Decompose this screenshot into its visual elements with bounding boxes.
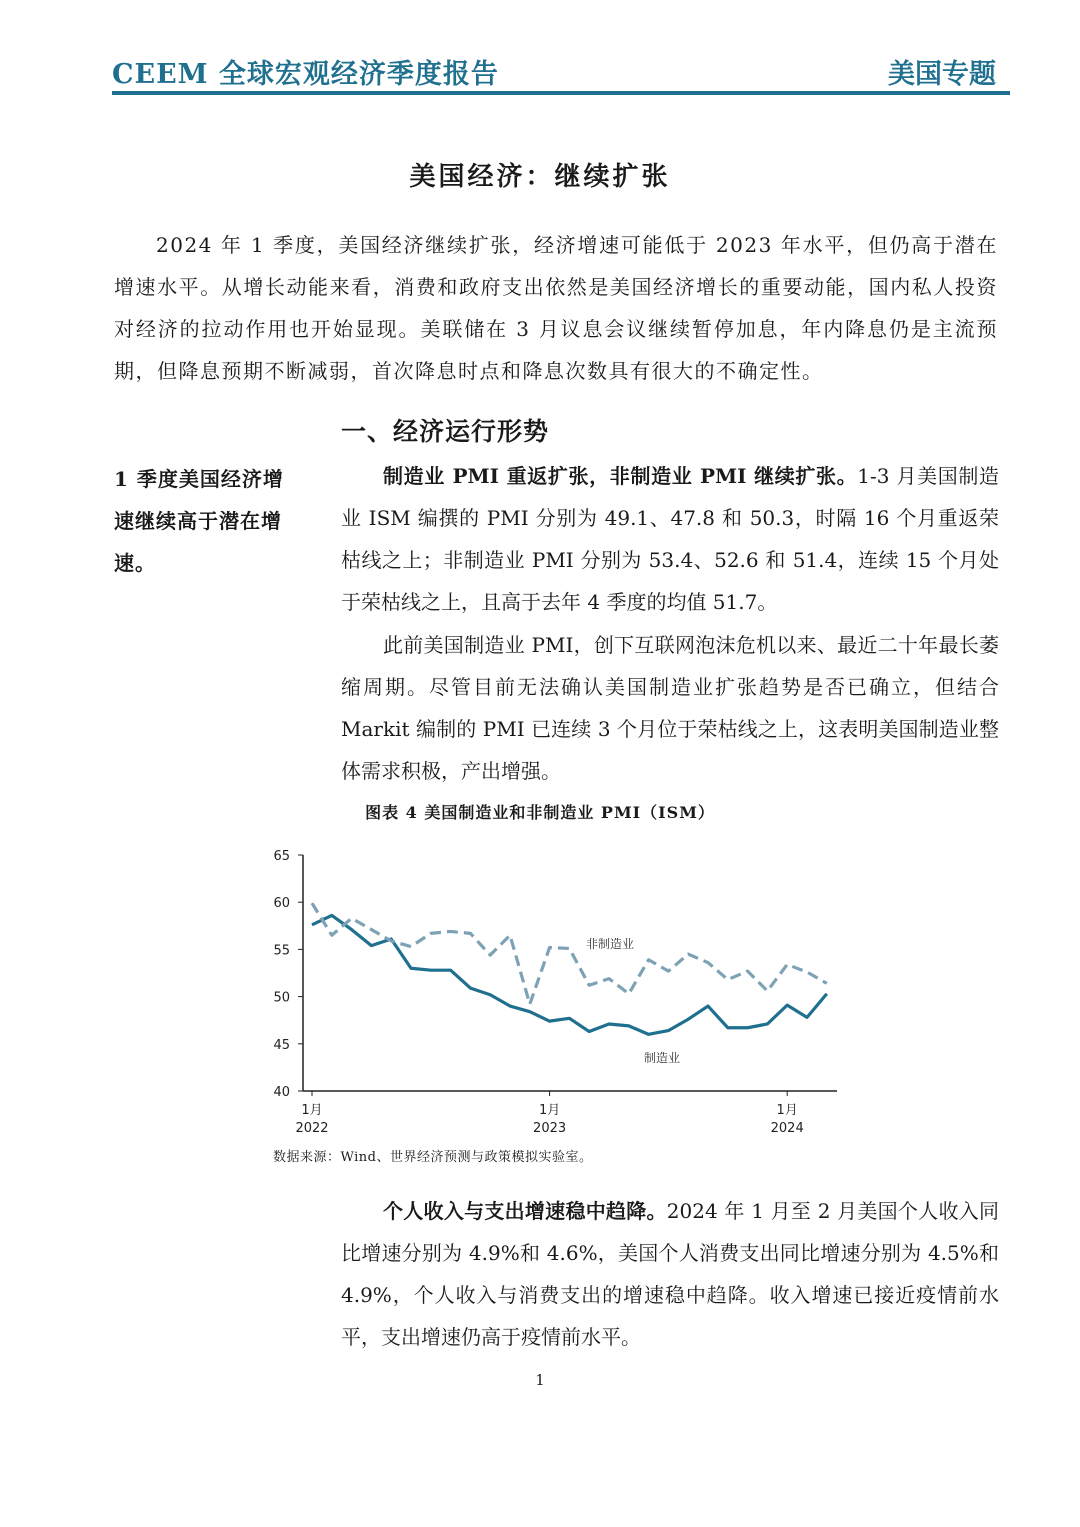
chart-axes: [303, 855, 837, 1091]
y-tick-label: 45: [273, 1037, 290, 1053]
section-heading: 一、经济运行形势: [341, 417, 550, 446]
chart-y-ticks: [273, 849, 303, 1100]
x-tick-month: 1月: [538, 1103, 561, 1118]
data-source-note: 数据来源：Wind、世界经济预测与政策模拟实验室。: [273, 1150, 593, 1165]
x-tick-year: 2023: [533, 1121, 567, 1136]
annotation-manufacturing: 制造业: [644, 1051, 681, 1065]
y-tick-label: 50: [273, 990, 290, 1006]
report-header-topic: 美国专题: [888, 59, 996, 90]
header-divider: [112, 91, 1010, 95]
paragraph-pmi-lead: 制造业 PMI 重返扩张，非制造业 PMI 继续扩张。: [383, 464, 858, 488]
paragraph-manufacturing: 此前美国制造业 PMI，创下互联网泡沫危机以来、最近二十年最长萎缩周期。尽管目前无法确认美国制造业扩张趋势是否已确立，但结合 Markit 编制的 PMI 已连续 3 个月位于荣枯线之上，这表明美国制造业整体需求积极，产出增强。: [341, 633, 999, 783]
y-tick-label: 40: [273, 1085, 290, 1100]
x-tick-year: 2022: [295, 1121, 329, 1136]
pmi-line-chart: [262, 840, 862, 1140]
report-header-title: CEEM 全球宏观经济季度报告: [112, 59, 499, 90]
paragraph-income: [341, 1190, 999, 1358]
x-tick-year: 2024: [770, 1121, 804, 1136]
series-line-non-manufacturing: [312, 903, 827, 1004]
chart-x-ticks: [295, 1091, 803, 1136]
annotation-non-manufacturing: 非制造业: [586, 937, 635, 951]
page-number: 1: [535, 1371, 545, 1389]
y-tick-label: 55: [273, 943, 290, 959]
chart-series: [312, 903, 827, 1034]
paragraph-income-body: 2024 年 1 月至 2 月美国个人收入同比增速分别为 4.9%和 4.6%，美国个人消费支出同比增速分别为 4.5%和 4.9%，个人收入与消费支出的增速稳中趋降。收入增速已接近疫情前水平，支出增速仍高于疫情前水平。: [341, 1199, 999, 1349]
figure-caption: 图表 4 美国制造业和非制造业 PMI（ISM）: [365, 803, 715, 822]
x-tick-month: 1月: [776, 1103, 798, 1118]
intro-paragraph: 2024 年 1 季度，美国经济继续扩张，经济增速可能低于 2023 年水平，但仍高于潜在增速水平。从增长动能来看，消费和政府支出依然是美国经济增长的重要动能，国内私人投资对经济的拉动作用也开始显现。美联储在 3 月议息会议继续暂停加息，年内降息仍是主流预期，但降息预期不断减弱，首次降息时点和降息次数具有很大的不确定性。: [114, 233, 998, 383]
points-non-manufacturing: [312, 903, 827, 1004]
paragraph-income-lead: 个人收入与支出增速稳中趋降。: [383, 1199, 667, 1223]
y-tick-label: 60: [273, 896, 290, 912]
paragraph-pmi: [341, 455, 999, 623]
side-note: 1 季度美国经济增速继续高于潜在增速。: [114, 467, 284, 575]
y-tick-label: 65: [273, 849, 290, 864]
paragraph-pmi-body: 1-3 月美国制造业 ISM 编撰的 PMI 分别为 49.1、47.8 和 50.3，时隔 16 个月重返荣枯线之上；非制造业 PMI 分别为 53.4、52.6 和 51.4，连续 15 个月处于荣枯线之上，且高于去年 4 季度的均值 51.7。: [341, 464, 999, 614]
page-title: 美国经济：继续扩张: [409, 162, 671, 192]
x-tick-month: 1月: [301, 1103, 323, 1118]
